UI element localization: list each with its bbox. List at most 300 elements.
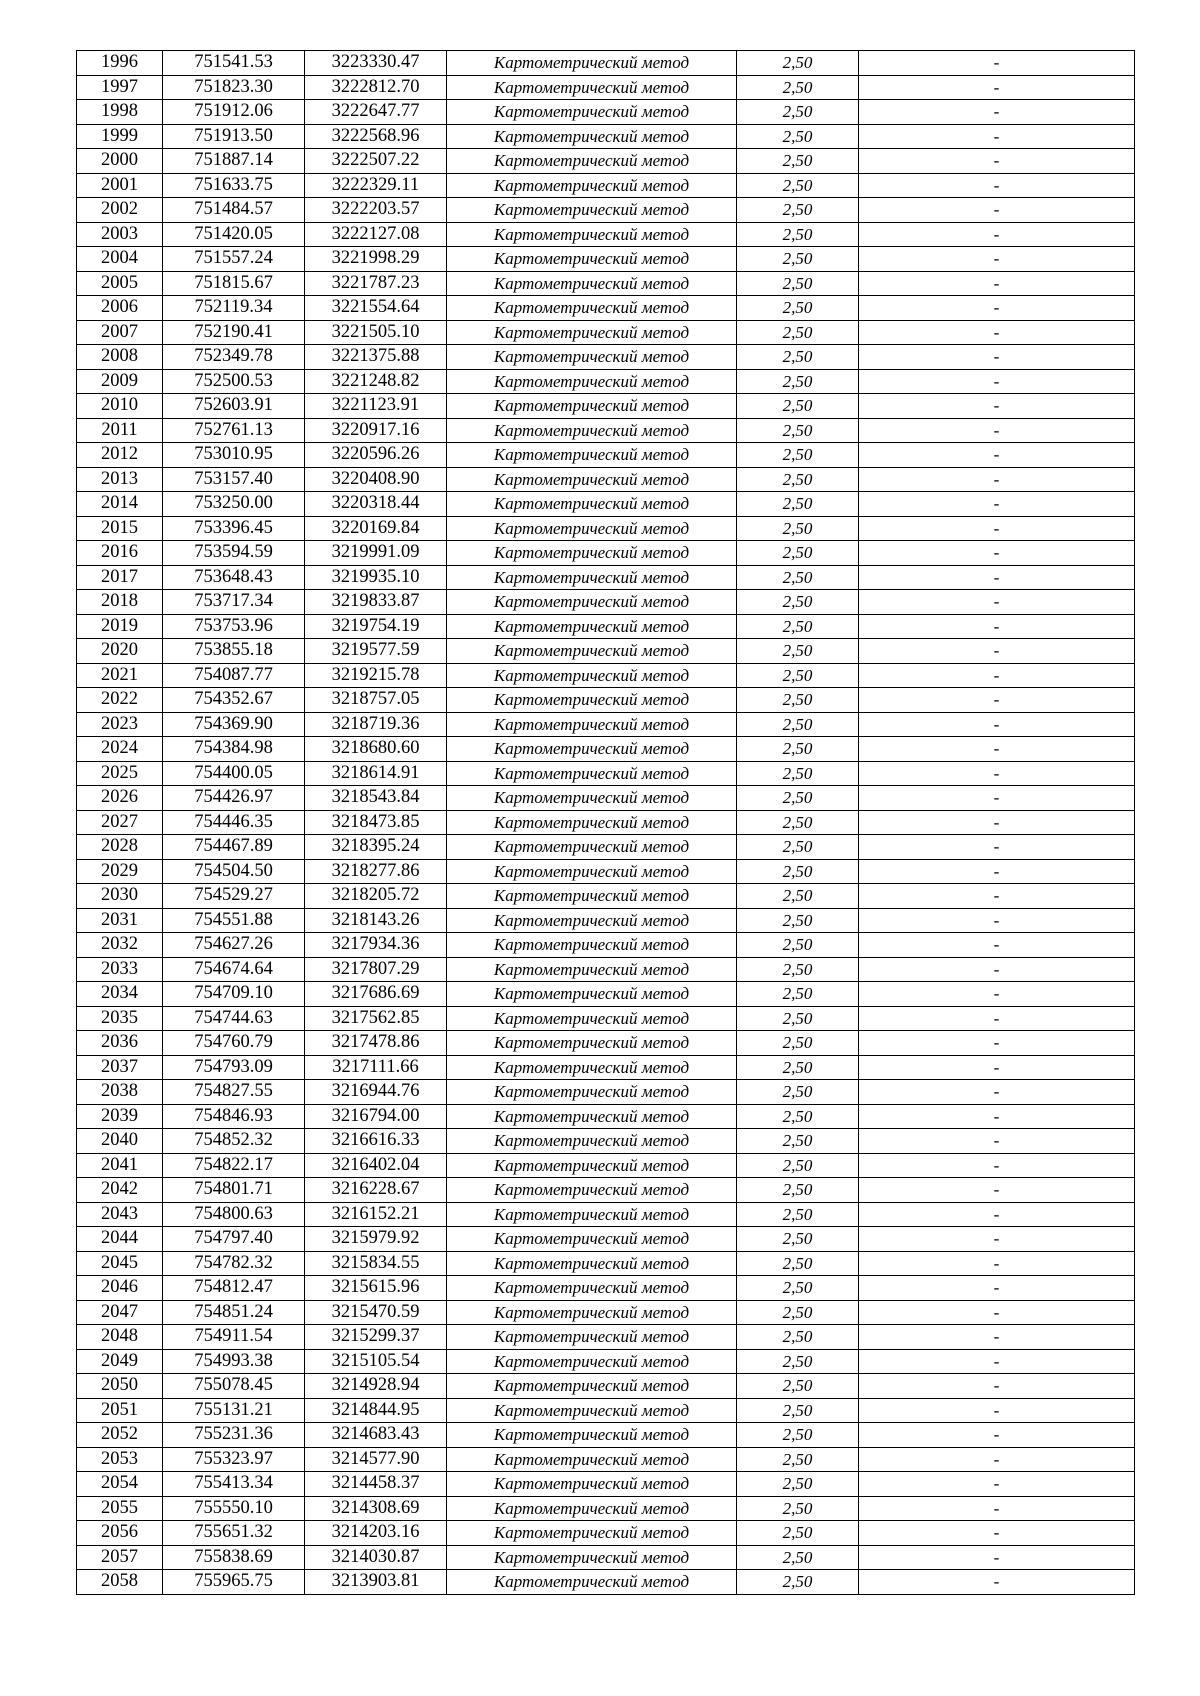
y-coordinate-cell: 3215979.92 xyxy=(305,1227,447,1252)
accuracy-cell: 2,50 xyxy=(737,933,859,958)
determination-method-cell: Картометрический метод xyxy=(447,149,737,174)
determination-method-cell: Картометрический метод xyxy=(447,247,737,272)
table-row xyxy=(77,1447,1135,1472)
determination-method-cell: Картометрический метод xyxy=(447,884,737,909)
table-row xyxy=(77,688,1135,713)
x-coordinate-cell: 755965.75 xyxy=(163,1570,305,1595)
accuracy-cell: 2,50 xyxy=(737,590,859,615)
x-coordinate-cell: 753594.59 xyxy=(163,541,305,566)
description-cell: - xyxy=(859,786,1135,811)
point-number-cell: 2037 xyxy=(77,1055,163,1080)
x-coordinate-cell: 754504.50 xyxy=(163,859,305,884)
y-coordinate-cell: 3214577.90 xyxy=(305,1447,447,1472)
table-row xyxy=(77,296,1135,321)
determination-method-cell: Картометрический метод xyxy=(447,1472,737,1497)
table-row xyxy=(77,271,1135,296)
point-number-cell: 2011 xyxy=(77,418,163,443)
point-number-cell: 2027 xyxy=(77,810,163,835)
determination-method-cell: Картометрический метод xyxy=(447,1349,737,1374)
y-coordinate-cell: 3217111.66 xyxy=(305,1055,447,1080)
coordinates-table xyxy=(76,50,1135,1595)
y-coordinate-cell: 3219754.19 xyxy=(305,614,447,639)
y-coordinate-cell: 3216616.33 xyxy=(305,1129,447,1154)
table-row xyxy=(77,1349,1135,1374)
y-coordinate-cell: 3221505.10 xyxy=(305,320,447,345)
table-row xyxy=(77,1374,1135,1399)
y-coordinate-cell: 3221123.91 xyxy=(305,394,447,419)
point-number-cell: 2023 xyxy=(77,712,163,737)
accuracy-cell: 2,50 xyxy=(737,1080,859,1105)
point-number-cell: 2048 xyxy=(77,1325,163,1350)
y-coordinate-cell: 3222647.77 xyxy=(305,100,447,125)
determination-method-cell: Картометрический метод xyxy=(447,1178,737,1203)
y-coordinate-cell: 3217478.86 xyxy=(305,1031,447,1056)
point-number-cell: 2008 xyxy=(77,345,163,370)
table-row xyxy=(77,737,1135,762)
y-coordinate-cell: 3214203.16 xyxy=(305,1521,447,1546)
determination-method-cell: Картометрический метод xyxy=(447,1398,737,1423)
y-coordinate-cell: 3214844.95 xyxy=(305,1398,447,1423)
table-row xyxy=(77,1276,1135,1301)
accuracy-cell: 2,50 xyxy=(737,957,859,982)
table-row xyxy=(77,467,1135,492)
accuracy-cell: 2,50 xyxy=(737,492,859,517)
point-number-cell: 2058 xyxy=(77,1570,163,1595)
accuracy-cell: 2,50 xyxy=(737,173,859,198)
table-row xyxy=(77,1472,1135,1497)
point-number-cell: 2015 xyxy=(77,516,163,541)
table-row xyxy=(77,418,1135,443)
x-coordinate-cell: 754384.98 xyxy=(163,737,305,762)
table-row xyxy=(77,124,1135,149)
description-cell: - xyxy=(859,320,1135,345)
description-cell: - xyxy=(859,639,1135,664)
accuracy-cell: 2,50 xyxy=(737,565,859,590)
accuracy-cell: 2,50 xyxy=(737,51,859,76)
point-number-cell: 2044 xyxy=(77,1227,163,1252)
table-row xyxy=(77,345,1135,370)
description-cell: - xyxy=(859,590,1135,615)
table-row xyxy=(77,492,1135,517)
table-row xyxy=(77,810,1135,835)
accuracy-cell: 2,50 xyxy=(737,100,859,125)
determination-method-cell: Картометрический метод xyxy=(447,1080,737,1105)
determination-method-cell: Картометрический метод xyxy=(447,957,737,982)
description-cell: - xyxy=(859,51,1135,76)
x-coordinate-cell: 751484.57 xyxy=(163,198,305,223)
point-number-cell: 2055 xyxy=(77,1496,163,1521)
y-coordinate-cell: 3216794.00 xyxy=(305,1104,447,1129)
determination-method-cell: Картометрический метод xyxy=(447,1251,737,1276)
x-coordinate-cell: 751823.30 xyxy=(163,75,305,100)
determination-method-cell: Картометрический метод xyxy=(447,320,737,345)
y-coordinate-cell: 3216402.04 xyxy=(305,1153,447,1178)
y-coordinate-cell: 3214683.43 xyxy=(305,1423,447,1448)
x-coordinate-cell: 754551.88 xyxy=(163,908,305,933)
determination-method-cell: Картометрический метод xyxy=(447,1447,737,1472)
description-cell: - xyxy=(859,1276,1135,1301)
description-cell: - xyxy=(859,1545,1135,1570)
y-coordinate-cell: 3213903.81 xyxy=(305,1570,447,1595)
y-coordinate-cell: 3220318.44 xyxy=(305,492,447,517)
table-row xyxy=(77,1398,1135,1423)
accuracy-cell: 2,50 xyxy=(737,1251,859,1276)
table-row xyxy=(77,884,1135,909)
accuracy-cell: 2,50 xyxy=(737,786,859,811)
description-cell: - xyxy=(859,933,1135,958)
description-cell: - xyxy=(859,1521,1135,1546)
description-cell: - xyxy=(859,1178,1135,1203)
table-row xyxy=(77,1178,1135,1203)
description-cell: - xyxy=(859,124,1135,149)
table-row xyxy=(77,982,1135,1007)
point-number-cell: 2056 xyxy=(77,1521,163,1546)
accuracy-cell: 2,50 xyxy=(737,149,859,174)
description-cell: - xyxy=(859,1055,1135,1080)
y-coordinate-cell: 3215299.37 xyxy=(305,1325,447,1350)
point-number-cell: 2041 xyxy=(77,1153,163,1178)
table-row xyxy=(77,933,1135,958)
description-cell: - xyxy=(859,271,1135,296)
accuracy-cell: 2,50 xyxy=(737,1545,859,1570)
y-coordinate-cell: 3215105.54 xyxy=(305,1349,447,1374)
table-row xyxy=(77,222,1135,247)
x-coordinate-cell: 754993.38 xyxy=(163,1349,305,1374)
y-coordinate-cell: 3214308.69 xyxy=(305,1496,447,1521)
point-number-cell: 2046 xyxy=(77,1276,163,1301)
description-cell: - xyxy=(859,982,1135,1007)
y-coordinate-cell: 3216228.67 xyxy=(305,1178,447,1203)
y-coordinate-cell: 3222127.08 xyxy=(305,222,447,247)
point-number-cell: 2000 xyxy=(77,149,163,174)
point-number-cell: 2003 xyxy=(77,222,163,247)
accuracy-cell: 2,50 xyxy=(737,1521,859,1546)
y-coordinate-cell: 3215834.55 xyxy=(305,1251,447,1276)
point-number-cell: 2016 xyxy=(77,541,163,566)
table-row xyxy=(77,51,1135,76)
point-number-cell: 1997 xyxy=(77,75,163,100)
description-cell: - xyxy=(859,1447,1135,1472)
x-coordinate-cell: 754529.27 xyxy=(163,884,305,909)
determination-method-cell: Картометрический метод xyxy=(447,1276,737,1301)
accuracy-cell: 2,50 xyxy=(737,1496,859,1521)
point-number-cell: 2014 xyxy=(77,492,163,517)
table-row xyxy=(77,149,1135,174)
table-row xyxy=(77,1521,1135,1546)
x-coordinate-cell: 752349.78 xyxy=(163,345,305,370)
accuracy-cell: 2,50 xyxy=(737,663,859,688)
accuracy-cell: 2,50 xyxy=(737,1031,859,1056)
table-row xyxy=(77,761,1135,786)
table-row xyxy=(77,663,1135,688)
x-coordinate-cell: 754400.05 xyxy=(163,761,305,786)
point-number-cell: 2009 xyxy=(77,369,163,394)
accuracy-cell: 2,50 xyxy=(737,1276,859,1301)
determination-method-cell: Картометрический метод xyxy=(447,786,737,811)
description-cell: - xyxy=(859,1104,1135,1129)
x-coordinate-cell: 754801.71 xyxy=(163,1178,305,1203)
y-coordinate-cell: 3222812.70 xyxy=(305,75,447,100)
x-coordinate-cell: 754446.35 xyxy=(163,810,305,835)
description-cell: - xyxy=(859,761,1135,786)
description-cell: - xyxy=(859,1153,1135,1178)
x-coordinate-cell: 754674.64 xyxy=(163,957,305,982)
determination-method-cell: Картометрический метод xyxy=(447,810,737,835)
description-cell: - xyxy=(859,1227,1135,1252)
point-number-cell: 2013 xyxy=(77,467,163,492)
description-cell: - xyxy=(859,1472,1135,1497)
x-coordinate-cell: 754911.54 xyxy=(163,1325,305,1350)
accuracy-cell: 2,50 xyxy=(737,712,859,737)
description-cell: - xyxy=(859,516,1135,541)
determination-method-cell: Картометрический метод xyxy=(447,1104,737,1129)
point-number-cell: 2039 xyxy=(77,1104,163,1129)
table-row xyxy=(77,173,1135,198)
accuracy-cell: 2,50 xyxy=(737,1300,859,1325)
x-coordinate-cell: 754352.67 xyxy=(163,688,305,713)
accuracy-cell: 2,50 xyxy=(737,1447,859,1472)
x-coordinate-cell: 755078.45 xyxy=(163,1374,305,1399)
x-coordinate-cell: 755131.21 xyxy=(163,1398,305,1423)
table-row xyxy=(77,247,1135,272)
accuracy-cell: 2,50 xyxy=(737,1178,859,1203)
x-coordinate-cell: 752761.13 xyxy=(163,418,305,443)
accuracy-cell: 2,50 xyxy=(737,1227,859,1252)
y-coordinate-cell: 3218614.91 xyxy=(305,761,447,786)
point-number-cell: 2022 xyxy=(77,688,163,713)
accuracy-cell: 2,50 xyxy=(737,859,859,884)
table-row xyxy=(77,369,1135,394)
point-number-cell: 2021 xyxy=(77,663,163,688)
table-row xyxy=(77,1545,1135,1570)
description-cell: - xyxy=(859,467,1135,492)
determination-method-cell: Картометрический метод xyxy=(447,418,737,443)
accuracy-cell: 2,50 xyxy=(737,345,859,370)
accuracy-cell: 2,50 xyxy=(737,247,859,272)
determination-method-cell: Картометрический метод xyxy=(447,712,737,737)
x-coordinate-cell: 754709.10 xyxy=(163,982,305,1007)
x-coordinate-cell: 754087.77 xyxy=(163,663,305,688)
table-row xyxy=(77,1300,1135,1325)
accuracy-cell: 2,50 xyxy=(737,982,859,1007)
description-cell: - xyxy=(859,1570,1135,1595)
determination-method-cell: Картометрический метод xyxy=(447,737,737,762)
point-number-cell: 2031 xyxy=(77,908,163,933)
accuracy-cell: 2,50 xyxy=(737,761,859,786)
accuracy-cell: 2,50 xyxy=(737,1472,859,1497)
determination-method-cell: Картометрический метод xyxy=(447,1300,737,1325)
determination-method-cell: Картометрический метод xyxy=(447,173,737,198)
point-number-cell: 2050 xyxy=(77,1374,163,1399)
y-coordinate-cell: 3221787.23 xyxy=(305,271,447,296)
determination-method-cell: Картометрический метод xyxy=(447,663,737,688)
accuracy-cell: 2,50 xyxy=(737,1006,859,1031)
determination-method-cell: Картометрический метод xyxy=(447,369,737,394)
point-number-cell: 2005 xyxy=(77,271,163,296)
y-coordinate-cell: 3223330.47 xyxy=(305,51,447,76)
y-coordinate-cell: 3220169.84 xyxy=(305,516,447,541)
point-number-cell: 2035 xyxy=(77,1006,163,1031)
accuracy-cell: 2,50 xyxy=(737,124,859,149)
x-coordinate-cell: 751913.50 xyxy=(163,124,305,149)
point-number-cell: 2012 xyxy=(77,443,163,468)
determination-method-cell: Картометрический метод xyxy=(447,75,737,100)
determination-method-cell: Картометрический метод xyxy=(447,1006,737,1031)
accuracy-cell: 2,50 xyxy=(737,320,859,345)
table-row xyxy=(77,1129,1135,1154)
accuracy-cell: 2,50 xyxy=(737,614,859,639)
point-number-cell: 2020 xyxy=(77,639,163,664)
accuracy-cell: 2,50 xyxy=(737,369,859,394)
y-coordinate-cell: 3222203.57 xyxy=(305,198,447,223)
point-number-cell: 2047 xyxy=(77,1300,163,1325)
point-number-cell: 2040 xyxy=(77,1129,163,1154)
description-cell: - xyxy=(859,884,1135,909)
accuracy-cell: 2,50 xyxy=(737,198,859,223)
y-coordinate-cell: 3220917.16 xyxy=(305,418,447,443)
table-row xyxy=(77,1423,1135,1448)
x-coordinate-cell: 752500.53 xyxy=(163,369,305,394)
determination-method-cell: Картометрический метод xyxy=(447,1031,737,1056)
x-coordinate-cell: 754846.93 xyxy=(163,1104,305,1129)
table-row xyxy=(77,1227,1135,1252)
table-row xyxy=(77,541,1135,566)
x-coordinate-cell: 754797.40 xyxy=(163,1227,305,1252)
y-coordinate-cell: 3219991.09 xyxy=(305,541,447,566)
description-cell: - xyxy=(859,1031,1135,1056)
determination-method-cell: Картометрический метод xyxy=(447,933,737,958)
x-coordinate-cell: 754760.79 xyxy=(163,1031,305,1056)
point-number-cell: 2043 xyxy=(77,1202,163,1227)
determination-method-cell: Картометрический метод xyxy=(447,761,737,786)
point-number-cell: 2002 xyxy=(77,198,163,223)
description-cell: - xyxy=(859,1300,1135,1325)
x-coordinate-cell: 753396.45 xyxy=(163,516,305,541)
y-coordinate-cell: 3220408.90 xyxy=(305,467,447,492)
determination-method-cell: Картометрический метод xyxy=(447,1496,737,1521)
table-row xyxy=(77,614,1135,639)
determination-method-cell: Картометрический метод xyxy=(447,859,737,884)
accuracy-cell: 2,50 xyxy=(737,1374,859,1399)
determination-method-cell: Картометрический метод xyxy=(447,443,737,468)
x-coordinate-cell: 751815.67 xyxy=(163,271,305,296)
description-cell: - xyxy=(859,345,1135,370)
determination-method-cell: Картометрический метод xyxy=(447,51,737,76)
x-coordinate-cell: 752603.91 xyxy=(163,394,305,419)
determination-method-cell: Картометрический метод xyxy=(447,1325,737,1350)
description-cell: - xyxy=(859,369,1135,394)
point-number-cell: 2052 xyxy=(77,1423,163,1448)
description-cell: - xyxy=(859,712,1135,737)
y-coordinate-cell: 3214030.87 xyxy=(305,1545,447,1570)
accuracy-cell: 2,50 xyxy=(737,737,859,762)
determination-method-cell: Картометрический метод xyxy=(447,1055,737,1080)
y-coordinate-cell: 3218757.05 xyxy=(305,688,447,713)
description-cell: - xyxy=(859,957,1135,982)
determination-method-cell: Картометрический метод xyxy=(447,835,737,860)
description-cell: - xyxy=(859,565,1135,590)
table-row xyxy=(77,639,1135,664)
accuracy-cell: 2,50 xyxy=(737,1349,859,1374)
point-number-cell: 2034 xyxy=(77,982,163,1007)
y-coordinate-cell: 3222329.11 xyxy=(305,173,447,198)
table-row xyxy=(77,1153,1135,1178)
determination-method-cell: Картометрический метод xyxy=(447,1374,737,1399)
x-coordinate-cell: 755231.36 xyxy=(163,1423,305,1448)
description-cell: - xyxy=(859,1398,1135,1423)
x-coordinate-cell: 752190.41 xyxy=(163,320,305,345)
point-number-cell: 2024 xyxy=(77,737,163,762)
x-coordinate-cell: 754851.24 xyxy=(163,1300,305,1325)
point-number-cell: 2053 xyxy=(77,1447,163,1472)
description-cell: - xyxy=(859,1006,1135,1031)
y-coordinate-cell: 3217934.36 xyxy=(305,933,447,958)
x-coordinate-cell: 752119.34 xyxy=(163,296,305,321)
accuracy-cell: 2,50 xyxy=(737,418,859,443)
table-row xyxy=(77,100,1135,125)
determination-method-cell: Картометрический метод xyxy=(447,467,737,492)
y-coordinate-cell: 3219935.10 xyxy=(305,565,447,590)
point-number-cell: 2045 xyxy=(77,1251,163,1276)
point-number-cell: 2042 xyxy=(77,1178,163,1203)
description-cell: - xyxy=(859,149,1135,174)
y-coordinate-cell: 3215615.96 xyxy=(305,1276,447,1301)
y-coordinate-cell: 3221554.64 xyxy=(305,296,447,321)
accuracy-cell: 2,50 xyxy=(737,1153,859,1178)
determination-method-cell: Картометрический метод xyxy=(447,982,737,1007)
x-coordinate-cell: 751912.06 xyxy=(163,100,305,125)
x-coordinate-cell: 754744.63 xyxy=(163,1006,305,1031)
description-cell: - xyxy=(859,492,1135,517)
description-cell: - xyxy=(859,1251,1135,1276)
point-number-cell: 2026 xyxy=(77,786,163,811)
description-cell: - xyxy=(859,296,1135,321)
y-coordinate-cell: 3222568.96 xyxy=(305,124,447,149)
point-number-cell: 2025 xyxy=(77,761,163,786)
x-coordinate-cell: 755413.34 xyxy=(163,1472,305,1497)
point-number-cell: 2007 xyxy=(77,320,163,345)
accuracy-cell: 2,50 xyxy=(737,639,859,664)
table-row xyxy=(77,1006,1135,1031)
x-coordinate-cell: 753010.95 xyxy=(163,443,305,468)
table-row xyxy=(77,1496,1135,1521)
description-cell: - xyxy=(859,859,1135,884)
description-cell: - xyxy=(859,908,1135,933)
point-number-cell: 2029 xyxy=(77,859,163,884)
description-cell: - xyxy=(859,418,1135,443)
x-coordinate-cell: 754467.89 xyxy=(163,835,305,860)
table-row xyxy=(77,198,1135,223)
determination-method-cell: Картометрический метод xyxy=(447,590,737,615)
table-row xyxy=(77,320,1135,345)
determination-method-cell: Картометрический метод xyxy=(447,345,737,370)
accuracy-cell: 2,50 xyxy=(737,1055,859,1080)
determination-method-cell: Картометрический метод xyxy=(447,124,737,149)
table-row xyxy=(77,565,1135,590)
description-cell: - xyxy=(859,443,1135,468)
table-row xyxy=(77,786,1135,811)
description-cell: - xyxy=(859,810,1135,835)
point-number-cell: 2004 xyxy=(77,247,163,272)
description-cell: - xyxy=(859,173,1135,198)
description-cell: - xyxy=(859,1202,1135,1227)
table-row xyxy=(77,957,1135,982)
x-coordinate-cell: 751557.24 xyxy=(163,247,305,272)
x-coordinate-cell: 753250.00 xyxy=(163,492,305,517)
determination-method-cell: Картометрический метод xyxy=(447,1570,737,1595)
point-number-cell: 2033 xyxy=(77,957,163,982)
determination-method-cell: Картометрический метод xyxy=(447,394,737,419)
